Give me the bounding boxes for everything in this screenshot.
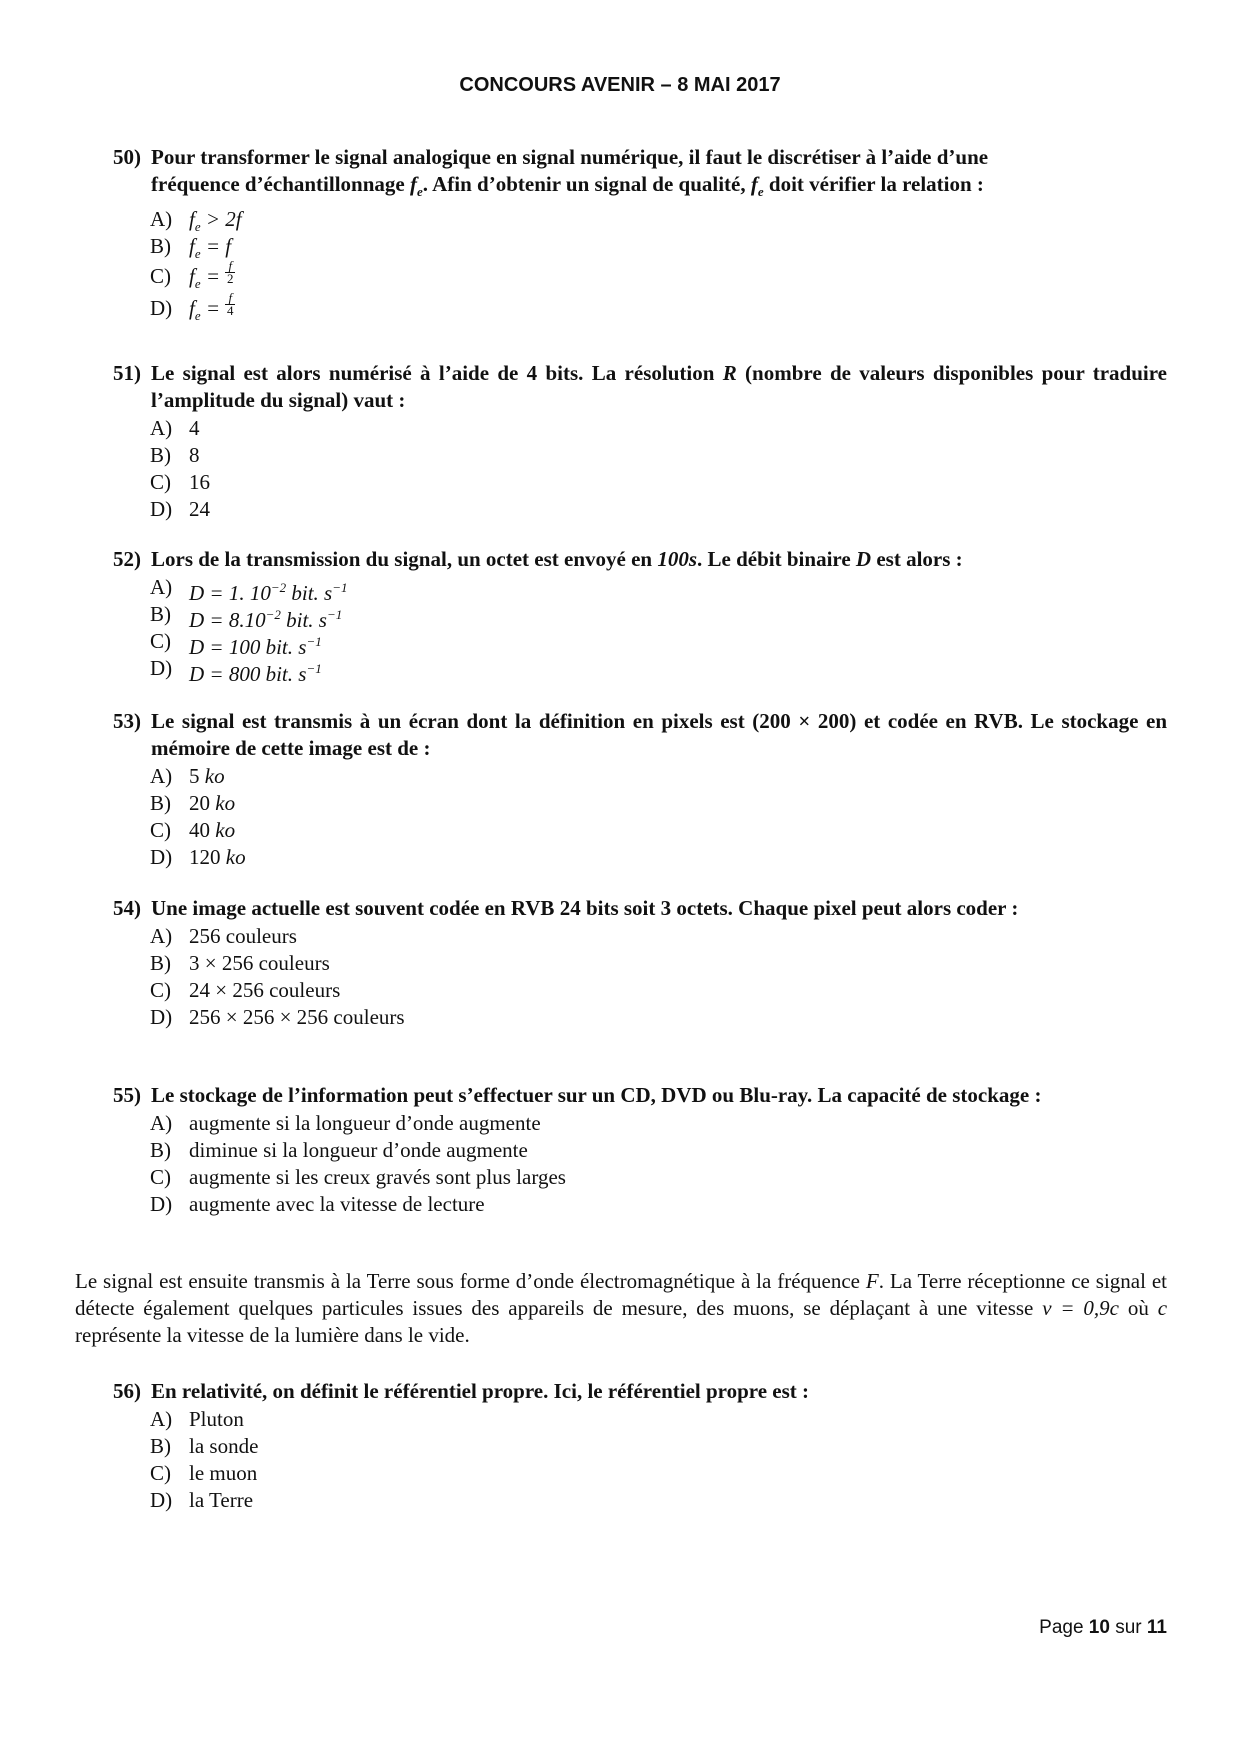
option-c: C) 24 × 256 couleurs: [150, 978, 341, 1002]
question-text: Pour transformer le signal analogique en signal numérique, il faut le discrétiser à l’aide d’une fréquence d’échantillonnage $f_e$. Afin d’obtenir un signal de qualité, $f_e$ doit vérifier la relation :: [151, 145, 989, 200]
option-a: A) D = 1. $10^{-2}$ bit. $s^{-1}$: [150, 575, 348, 605]
math-fe: $f_e$: [750, 172, 764, 200]
question-55: [113, 1082, 1167, 1218]
fraction: $\frac{f}{2}$: [227, 258, 234, 287]
option-d: D) D = 800 bit. $s^{-1}$: [150, 656, 322, 686]
option-d: D) la Terre: [150, 1488, 254, 1512]
math-fe: $f_e$: [409, 172, 423, 200]
options-list: [150, 1406, 1167, 1514]
option-b: B) $D = 8.10^{-2}$ bit. $s^{-1}$: [150, 602, 343, 632]
question-50: [113, 144, 1167, 324]
question-text: Lors de la transmission du signal, un octet est envoyé en 100s. Le débit binaire D est alors :: [151, 547, 963, 571]
option-b: B) 8: [150, 443, 200, 467]
option-d: D) 120 ko: [150, 845, 246, 869]
option-c: C) augmente si les creux gravés sont plus larges: [150, 1165, 566, 1189]
page-footer: Page 10 sur 11: [1039, 1617, 1167, 1638]
options-list: [150, 206, 1167, 324]
question-number: 51): [113, 361, 141, 385]
options-list: [150, 923, 1167, 1031]
question-text: Le signal est transmis à un écran dont la définition en pixels est (200 × 200) et codée en RVB. Le stockage en mémoire de cette image est de :: [151, 709, 1167, 760]
question-number: 55): [113, 1083, 141, 1107]
question-number: 53): [113, 709, 141, 733]
option-b: B) $f_e = f$: [150, 234, 232, 262]
question-53: [113, 708, 1167, 871]
option-a: A) Pluton: [150, 1407, 244, 1431]
option-a: A) 4: [150, 416, 200, 440]
options-list: [150, 1110, 1167, 1218]
option-b: B) 3 × 256 couleurs: [150, 951, 330, 975]
option-c: C) le muon: [150, 1461, 258, 1485]
option-b: B) diminue si la longueur d’onde augmente: [150, 1138, 528, 1162]
option-a: A) 256 couleurs: [150, 924, 297, 948]
options-list: [150, 763, 1167, 871]
question-text: Le stockage de l’information peut s’effectuer sur un CD, DVD ou Blu-ray. La capacité de stockage :: [151, 1083, 1042, 1107]
option-c: C) D = 100 bit. $s^{-1}$: [150, 629, 322, 659]
page-header: CONCOURS AVENIR – 8 MAI 2017: [459, 74, 781, 96]
option-d: D) 24: [150, 497, 210, 521]
question-text: Une image actuelle est souvent codée en RVB 24 bits soit 3 octets. Chaque pixel peut alors coder :: [151, 896, 1019, 920]
question-number: 56): [113, 1379, 141, 1403]
question-52: [113, 546, 1167, 686]
question-text: En relativité, on définit le référentiel propre. Ici, le référentiel propre est :: [151, 1379, 810, 1403]
option-b: B) la sonde: [150, 1434, 259, 1458]
option-d: D) 256 × 256 × 256 couleurs: [150, 1005, 405, 1029]
option-c: C) $f_e$ = $\frac{f}{2}$: [150, 258, 234, 292]
question-number: 52): [113, 547, 141, 571]
question-56: [113, 1378, 1167, 1514]
question-54: [113, 895, 1167, 1031]
options-list: [150, 574, 1167, 686]
option-d: D) $f_e$ = $\frac{f}{4}$: [150, 290, 234, 324]
question-number: 50): [113, 145, 141, 169]
options-list: [150, 415, 1167, 523]
option-b: B) 20 ko: [150, 791, 236, 815]
option-text: $f_e = f$: [189, 234, 232, 262]
option-a: A) 5 ko: [150, 764, 225, 788]
option-c: C) 16: [150, 470, 210, 494]
question-number: 54): [113, 896, 141, 920]
fraction: $\frac{f}{4}$: [227, 290, 234, 319]
option-a: A) augmente si la longueur d’onde augmente: [150, 1111, 541, 1135]
question-51: [113, 360, 1167, 523]
context-paragraph: Le signal est ensuite transmis à la Terre sous forme d’onde électromagnétique à la fréquence F. La Terre réceptionne ce signal et détecte également quelques particules issues des appareils de mesure, des muons, se déplaçant à une vitesse v = 0,9c où c représente la vitesse de la lumière dans le vide.: [75, 1269, 1168, 1347]
option-text: $f_e > 2f$: [189, 207, 242, 235]
option-d: D) augmente avec la vitesse de lecture: [150, 1192, 485, 1216]
option-a: A) $f_e > 2f$: [150, 207, 242, 235]
option-c: C) 40 ko: [150, 818, 236, 842]
question-text: Le signal est alors numérisé à l’aide de 4 bits. La résolution R (nombre de valeurs disponibles pour traduire l’amplitude du signal) vaut :: [151, 361, 1167, 412]
